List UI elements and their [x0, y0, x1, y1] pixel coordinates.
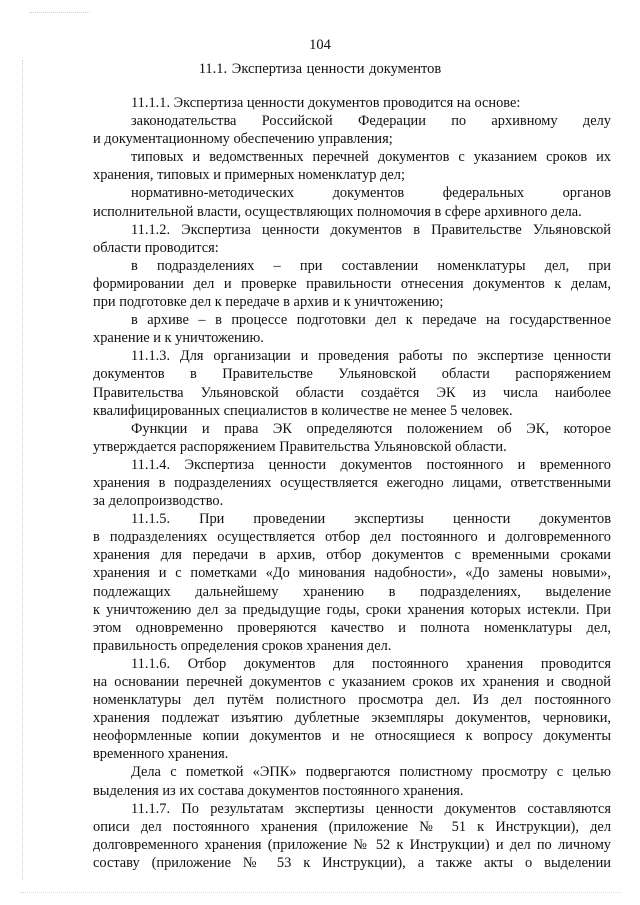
scan-edge-mark	[20, 892, 620, 893]
text-line: Дела с пометкой «ЭПК» подвергаются полистному просмотру с целью	[131, 764, 611, 781]
text-line: типовых и ведомственных перечней документов с указанием сроков их	[131, 149, 611, 166]
scan-edge-mark	[30, 12, 90, 13]
text-line: 11.1.3. Для организации и проведения работы по экспертизе ценности	[131, 348, 611, 365]
text-line: 11.1.4. Экспертиза ценности документов постоянного и временного	[131, 456, 611, 473]
text-line: в подразделениях осуществляется отбор дел постоянного и долговременного	[93, 529, 611, 546]
text-line: утверждается распоряжением Правительства Ульяновской области.	[93, 438, 507, 455]
text-line: хранение и к уничтожению.	[93, 330, 264, 347]
text-line: 11.1.5. При проведении экспертизы ценности документов	[131, 511, 611, 528]
body-text	[93, 94, 611, 872]
text-line: и документационному обеспечению управления;	[93, 131, 393, 148]
text-line: 11.1.2. Экспертиза ценности документов в Правительстве Ульяновской	[131, 221, 611, 238]
text-line: этом одновременно проверяются качество и полнота номенклатуры дел,	[93, 619, 611, 636]
text-line: долговременного хранения (приложение № 52 к Инструкции) и дел по личному	[93, 836, 611, 853]
text-line: в подразделениях – при составлении номенклатуры дел, при	[131, 257, 611, 274]
text-line: описи дел постоянного хранения (приложение № 51 к Инструкции), дел	[93, 818, 611, 835]
text-line: хранения подлежат изъятию дублетные экземпляры документов, черновики,	[93, 710, 611, 727]
text-line: на основании перечней документов с указанием сроков их хранения и сводной	[93, 674, 611, 690]
text-line: к уничтожению дел за предыдущие годы, сроки хранения которых истекли. При	[93, 601, 611, 618]
text-line: 11.1.6. Отбор документов для постоянного хранения проводится	[131, 655, 611, 672]
text-line: области проводится:	[93, 239, 219, 256]
text-line: документов в Правительстве Ульяновской области распоряжением	[93, 366, 611, 383]
page-number: 104	[309, 37, 331, 53]
text-line: исполнительной власти, осуществляющих полномочия в сфере архивного дела.	[93, 203, 582, 220]
text-line: подлежащих дальнейшему хранению в подразделениях, выделение	[93, 583, 611, 600]
text-line: 11.1.7. По результатам экспертизы ценности документов составляются	[131, 800, 611, 817]
text-line: в архиве – в процессе подготовки дел к передаче на государственное	[131, 312, 611, 329]
text-line: составу (приложение № 53 к Инструкции), а также акты о выделении	[93, 854, 611, 871]
text-line: формировании дел и проверке правильности отнесения документов к делам,	[93, 275, 611, 292]
text-line: 11.1.1. Экспертиза ценности документов проводится на основе:	[131, 95, 521, 111]
text-line: выделения из их состава документов постоянного хранения.	[93, 782, 464, 799]
text-line: хранения для передачи в архив, отбор документов с временными сроками	[93, 547, 611, 564]
text-line: нормативно-методических документов федеральных органов	[131, 185, 611, 202]
text-line: хранения, типовых и примерных номенклатур дел;	[93, 167, 405, 184]
text-line: законодательства Российской Федерации по архивному делу	[131, 113, 611, 130]
text-line: правильность определения сроков хранения дел.	[93, 637, 392, 654]
section-heading: 11.1. Экспертиза ценности документов	[198, 61, 442, 77]
text-line: номенклатуры дел путём полистного просмотра дел. Из дел постоянного	[93, 692, 611, 709]
text-line: неоформленные копии документов и не относящиеся к вопросу документы	[93, 728, 611, 745]
text-line: хранения и с пометками «До минования надобности», «До замены новыми»,	[93, 565, 611, 582]
scan-edge-mark	[22, 60, 23, 880]
text-line: временного хранения.	[93, 746, 229, 763]
text-line: за делопроизводство.	[93, 493, 224, 510]
text-line: хранения в подразделениях осуществляется ежегодно лицами, ответственными	[93, 474, 611, 491]
text-line: Функции и права ЭК определяются положением об ЭК, которое	[131, 420, 611, 437]
text-line: квалифицированных специалистов в количестве не менее 5 человек.	[93, 402, 513, 419]
text-line: при подготовке дел к передаче в архив и к уничтожению;	[93, 294, 444, 311]
text-line: Правительства Ульяновской области создаётся ЭК из числа наиболее	[93, 384, 611, 401]
